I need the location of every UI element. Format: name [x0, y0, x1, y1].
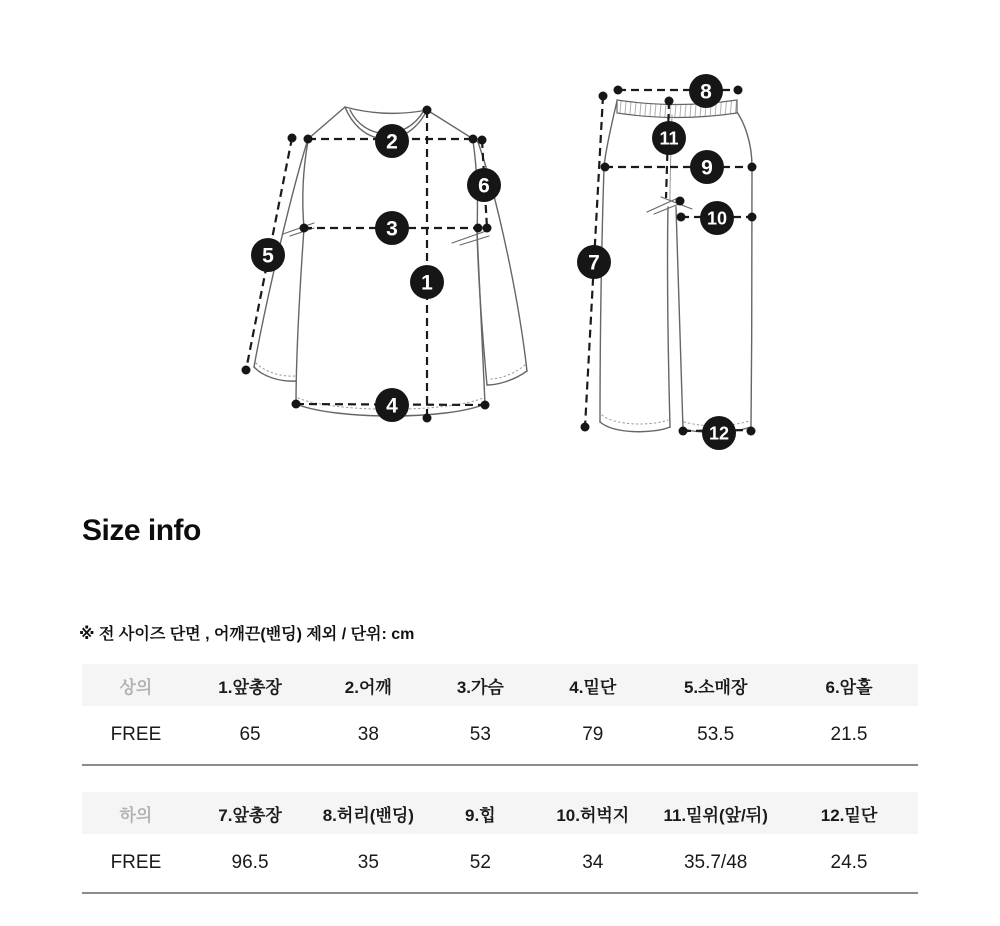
- svg-text:1: 1: [421, 271, 433, 295]
- bottom-size-table: [82, 792, 918, 894]
- svg-text:3: 3: [386, 217, 398, 241]
- svg-text:10: 10: [706, 208, 728, 229]
- col-header: 4.밑단: [534, 664, 651, 706]
- badge-4: [375, 388, 409, 422]
- cell-value: 53: [426, 706, 534, 765]
- bottom-table-header-row: [82, 792, 918, 834]
- svg-text:6: 6: [478, 174, 490, 198]
- col-header: 8.허리(밴딩): [310, 792, 426, 834]
- size-note: ※ 전 사이즈 단면 , 어깨끈(밴딩) 제외 / 단위: cm: [79, 626, 415, 643]
- badge-6: [467, 168, 501, 202]
- measure-badges: [251, 74, 736, 450]
- cell-value: 35: [310, 834, 426, 893]
- badge-3: [375, 211, 409, 245]
- bottom-table-data-row: [82, 834, 918, 893]
- cell-size-label: FREE: [82, 834, 190, 893]
- cell-value: 38: [310, 706, 426, 765]
- svg-text:5: 5: [262, 244, 274, 268]
- col-header: 7.앞총장: [190, 792, 310, 834]
- badge-8: [689, 74, 723, 108]
- badge-7: [577, 245, 611, 279]
- col-header: 10.허벅지: [534, 792, 651, 834]
- col-header: 12.밑단: [780, 792, 918, 834]
- svg-text:9: 9: [701, 156, 713, 180]
- svg-text:12: 12: [708, 423, 730, 444]
- badge-2: [375, 124, 409, 158]
- cell-value: 35.7/48: [651, 834, 780, 893]
- svg-text:7: 7: [588, 251, 600, 275]
- col-header: 1.앞총장: [190, 664, 310, 706]
- col-header: 3.가슴: [426, 664, 534, 706]
- svg-text:11: 11: [659, 128, 679, 149]
- cell-value: 24.5: [780, 834, 918, 893]
- col-header: 5.소매장: [651, 664, 780, 706]
- page-title: Size info: [82, 514, 201, 547]
- cell-value: 52: [426, 834, 534, 893]
- col-header-category: 상의: [82, 664, 190, 706]
- svg-text:4: 4: [386, 394, 398, 418]
- top-table-header-row: [82, 664, 918, 706]
- top-size-table: [82, 664, 918, 766]
- col-header-category: 하의: [82, 792, 190, 834]
- cell-size-label: FREE: [82, 706, 190, 765]
- cell-value: 53.5: [651, 706, 780, 765]
- cell-value: 21.5: [780, 706, 918, 765]
- badge-12: [702, 416, 736, 450]
- svg-text:8: 8: [700, 80, 712, 104]
- badge-5: [251, 238, 285, 272]
- col-header: 6.암홀: [780, 664, 918, 706]
- svg-text:2: 2: [386, 130, 398, 154]
- col-header: 9.힙: [426, 792, 534, 834]
- badge-9: [690, 150, 724, 184]
- badge-10: [700, 201, 734, 235]
- top-table-data-row: [82, 706, 918, 765]
- badge-1: [410, 265, 444, 299]
- col-header: 11.밑위(앞/뒤): [651, 792, 780, 834]
- cell-value: 65: [190, 706, 310, 765]
- cell-value: 79: [534, 706, 651, 765]
- cell-value: 96.5: [190, 834, 310, 893]
- col-header: 2.어깨: [310, 664, 426, 706]
- cell-value: 34: [534, 834, 651, 893]
- badge-11: [652, 121, 686, 155]
